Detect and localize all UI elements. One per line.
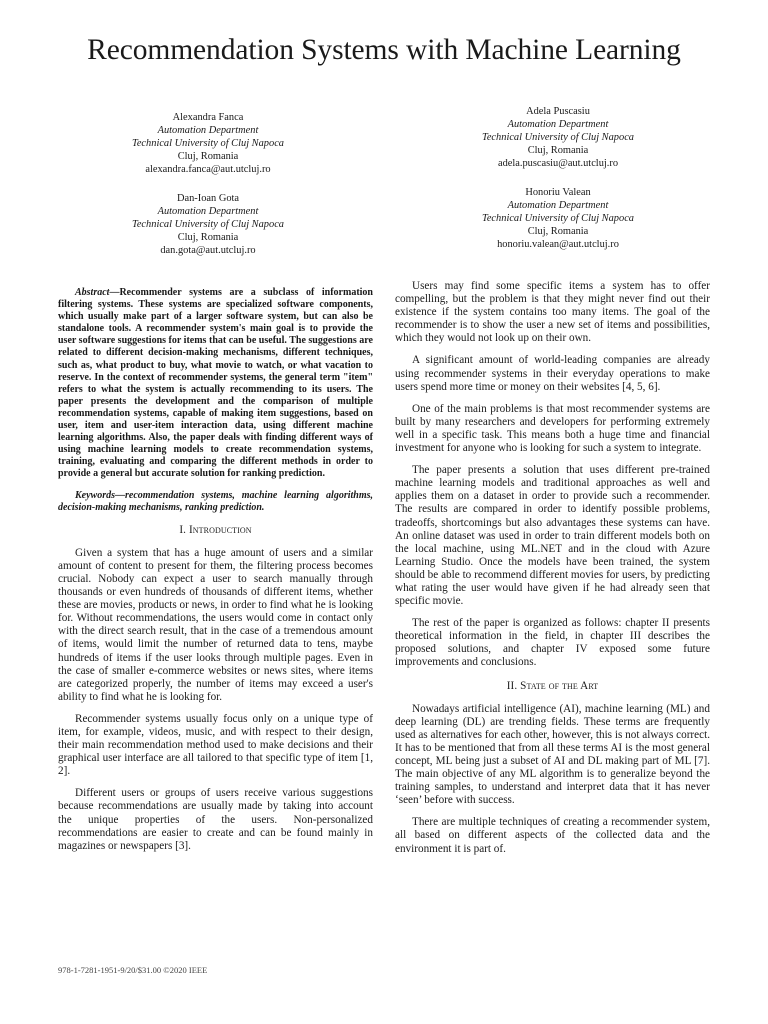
- paragraph: Different users or groups of users receive various suggestions because recommendations are usually made by taking into account the unique properties of the users. Non-personalized recommendations are easier to create and can be found mainly in magazines or newspapers [3].: [58, 787, 373, 852]
- section-heading-introduction: I. Introduction: [179, 523, 252, 536]
- paragraph: The rest of the paper is organized as follows: chapter II presents theoretical information in the field, in chapter III describes the proposed solutions, and chapter IV exposed some future improvements and conclusions.: [395, 617, 710, 669]
- left-column: [58, 287, 373, 862]
- author-block-1: [68, 111, 348, 176]
- author-dept: Automation Department: [507, 119, 609, 130]
- author-block-4: [418, 186, 698, 251]
- author-name: Alexandra Fanca: [172, 112, 244, 123]
- author-dept: Automation Department: [157, 206, 259, 217]
- author-email: alexandra.fanca@aut.utcluj.ro: [145, 164, 271, 175]
- paragraph: Given a system that has a huge amount of users and a similar amount of content to present for them, the filtering process becomes crucial. Nobody can expect a user to search manually through thousands or even hundreds of thousands of different items, whether these are movies, products or news, in order to find what he is looking for. Without recommendations, the users would come in contact only with the direct search result, that in the case of a tremendous amount of items, would limit the number of returned data to tens, maybe hundreds of items if the user looks through multiple pages. Even in the case of smaller e-commerce websites or news sites, where items are categorized properly, the number of items may exceed a user's ability to find what he is looking for.: [58, 546, 373, 703]
- paragraph: Nowadays artificial intelligence (AI), machine learning (ML) and deep learning (DL) are trending fields. These terms are frequently used as alternatives for each other, however, this is not always correct. It has to be mentioned that from all these terms AI is the most general concept, ML being just a subset of AI and DL making part of ML [7]. The main objective of any ML algorithm is to generalize beyond the training samples, to understand and interpret data that it has never ‘seen’ before with success.: [395, 702, 710, 807]
- copyright-footer: 978-1-7281-1951-9/20/$31.00 ©2020 IEEE: [58, 965, 208, 975]
- author-block-3: [68, 192, 348, 257]
- author-email: honoriu.valean@aut.utcluj.ro: [497, 239, 619, 250]
- author-university: Technical University of Cluj Napoca: [482, 213, 634, 224]
- abstract-lead: Abstract: [75, 287, 110, 298]
- paper-title: Recommendation Systems with Machine Learning: [87, 34, 681, 66]
- paragraph: Recommender systems usually focus only on a unique type of item, for example, videos, music, and with respect to their design, their main recommendation method used to make decisions and their graphical user interface are all tailored to that specific type of item [1, 2].: [58, 712, 373, 778]
- paragraph: There are multiple techniques of creating a recommender system, all based on different aspects of the collected data and the environment it is part of.: [395, 816, 710, 855]
- section-heading-state-of-the-art: II. State of the Art: [506, 679, 599, 692]
- author-university: Technical University of Cluj Napoca: [132, 219, 284, 230]
- paragraph: A significant amount of world-leading companies are already using recommender systems in their everyday operations to make users spend more time or money on their websites [4, 5, 6].: [395, 354, 710, 393]
- right-column: [395, 280, 710, 865]
- author-dept: Automation Department: [507, 200, 609, 211]
- author-university: Technical University of Cluj Napoca: [482, 132, 634, 143]
- paragraph: The paper presents a solution that uses different pre-trained machine learning models and traditional approaches as well and applies them on a dataset in order to provide such a recommender. The results are compared in order to identify possible problems, tradeoffs, shortcomings but also advantages these systems can have. An online dataset was used in order to train different models both on the local machine, using ML.NET and in the cloud with Azure Learning Studio. Once the models have been trained, the system should be able to recommend different movies for users, by predicting what rating the user would have given if he had already seen that specific movie.: [395, 464, 710, 608]
- author-block-2: [418, 105, 698, 170]
- author-name: Honoriu Valean: [525, 187, 591, 198]
- author-email: adela.puscasiu@aut.utcluj.ro: [497, 158, 619, 169]
- author-university: Technical University of Cluj Napoca: [132, 138, 284, 149]
- abstract-text: —Recommender systems are a subclass of information filtering systems. These systems are specialized software components, which usually make part of a larger software system, but can also be standalone tools. A recommender system's main goal is to provide the user software suggestions for items that can be useful. The suggestions are related to different decision-making mechanisms, different techniques, such as, what product to buy, what movie to watch, or what vacation to reserve. In the context of recommender systems, the general term "item" refers to what the system is actually recommending to its users. The paper presents the development and the comparison of multiple recommendation systems, capable of making item suggestions, based on user, item and user-item interaction data, using different machine learning algorithms. Also, the paper deals with finding different ways of using machine learning models to create recommendation systems, training, evaluating and comparing the different methods in order to provide a general but accurate solution for ranking prediction.: [58, 287, 373, 480]
- author-city: Cluj, Romania: [527, 226, 589, 237]
- abstract: [58, 287, 373, 481]
- author-city: Cluj, Romania: [177, 151, 239, 162]
- author-city: Cluj, Romania: [527, 145, 589, 156]
- author-email: dan.gota@aut.utcluj.ro: [160, 245, 256, 256]
- author-name: Dan-Ioan Gota: [176, 193, 240, 204]
- keywords: Keywords—recommendation systems, machine learning algorithms, decision-making mechanisms, ranking prediction.: [58, 489, 373, 513]
- author-dept: Automation Department: [157, 125, 259, 136]
- paragraph: One of the main problems is that most recommender systems are built by many researchers and developers for performing extremely well in a specific task. This means both a huge time and financial investment for anyone who is looking for such a system to integrate.: [395, 402, 710, 455]
- author-city: Cluj, Romania: [177, 232, 239, 243]
- author-name: Adela Puscasiu: [526, 106, 590, 117]
- paragraph: Users may find some specific items a system has to offer compelling, but the problem is that they might never find out their existence if the system contains too many items. The goal of the recommender is to show the user a new set of items and possibilities, which they would not look up on their own.: [395, 280, 710, 345]
